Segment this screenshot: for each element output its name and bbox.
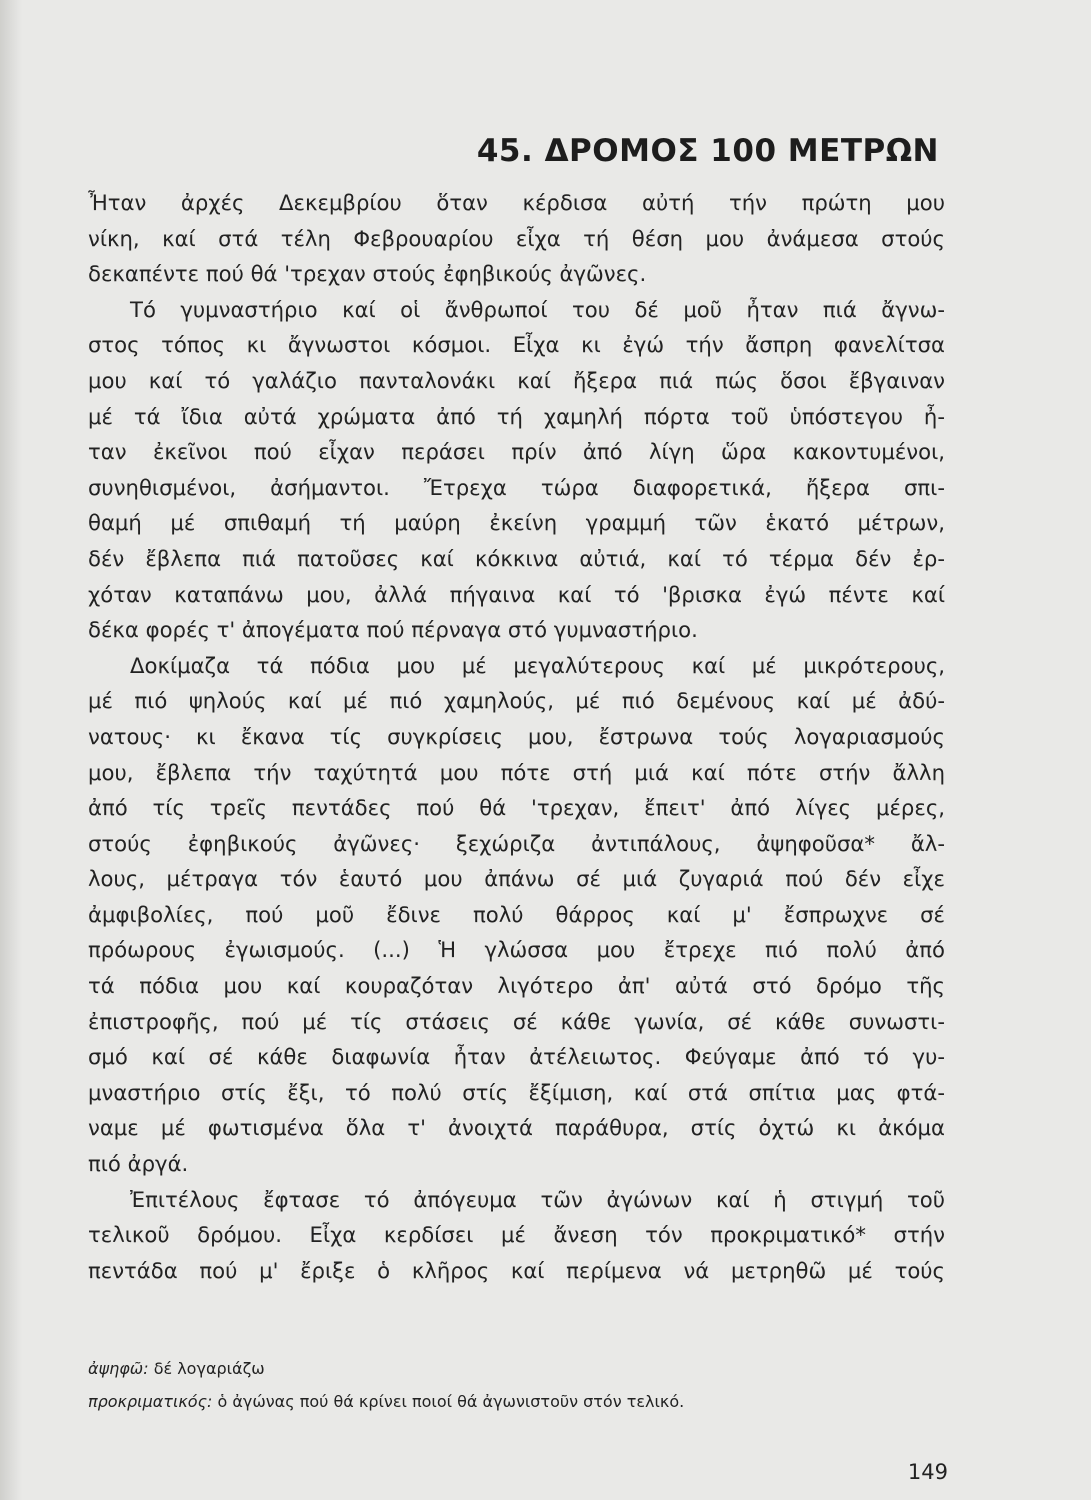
text-line: ἐπιστροφῆς, πού μέ τίς στάσεις σέ κάθε γωνία, σέ κάθε συνωστι- (88, 1008, 945, 1034)
text-line: πεντάδα πού μ' ἔριξε ὁ κλῆρος καί περίμενα νά μετρηθῶ μέ τούς (88, 1257, 945, 1283)
text-line: νίκη, καί στά τέλη Φεβρουαρίου εἶχα τή θέση μου ἀνάμεσα στούς (88, 225, 945, 251)
text-line: ἀμφιβολίες, πού μοῦ ἔδινε πολύ θάρρος καί μ' ἔσπρωχνε σέ (88, 901, 945, 927)
footnotes (88, 1352, 948, 1418)
text-line: νατους· κι ἔκανα τίς συγκρίσεις μου, ἔστρωνα τούς λογαριασμούς (88, 723, 945, 749)
text-line: θαμή μέ σπιθαμή τή μαύρη ἐκείνη γραμμή τῶν ἑκατό μέτρων, (88, 510, 945, 536)
footnote-definition: ὁ ἀγώνας πού θά κρίνει ποιοί θά ἀγωνιστοῦν στόν τελικό. (217, 1392, 685, 1411)
text-line: Δοκίμαζα τά πόδια μου μέ μεγαλύτερους καί μέ μικρότερους, (130, 652, 945, 678)
text-line: ἀπό τίς τρεῖς πεντάδες πού θά 'τρεχαν, ἔπειτ' ἀπό λίγες μέρες, (88, 795, 945, 821)
paragraph-4 (88, 1182, 945, 1289)
text-line: συνηθισμένοι, ἀσήμαντοι. Ἔτρεχα τώρα διαφορετικά, ἤξερα σπι- (88, 474, 945, 500)
paragraph-3 (88, 648, 945, 1182)
text-line: ναμε μέ φωτισμένα ὅλα τ' ἀνοιχτά παράθυρα, στίς ὀχτώ κι ἀκόμα (88, 1115, 945, 1141)
text-line: μου, ἔβλεπα τήν ταχύτητά μου πότε στή μιά καί πότε στήν ἄλλη (88, 759, 945, 785)
page-number: 149 (907, 1460, 948, 1484)
text-line: δέν ἔβλεπα πιά πατοῦσες καί κόκκινα αὐτιά, καί τό τέρμα δέν ἐρ- (88, 545, 945, 571)
text-line: Τό γυμναστήριο καί οἱ ἄνθρωποί του δέ μοῦ ἦταν πιά ἄγνω- (130, 296, 945, 322)
text-line: τελικοῦ δρόμου. Εἶχα κερδίσει μέ ἄνεση τόν προκριματικό* στήν (88, 1222, 945, 1248)
text-line: Ἐπιτέλους ἔφτασε τό ἀπόγευμα τῶν ἀγώνων καί ἡ στιγμή τοῦ (130, 1186, 945, 1212)
text-line: ταν ἐκεῖνοι πού εἶχαν περάσει πρίν ἀπό λίγη ὥρα κακοντυμένοι, (88, 439, 945, 465)
text-line: μου καί τό γαλάζιο πανταλονάκι καί ἤξερα πιά πώς ὅσοι ἔβγαιναν (88, 367, 945, 393)
text-line: στούς ἐφηβικούς ἀγῶνες· ξεχώριζα ἀντιπάλους, ἀψηφοῦσα* ἄλ- (88, 830, 945, 856)
text-line: πιό ἀργά. (88, 1151, 189, 1177)
footnote-term: προκριματικός: (88, 1392, 213, 1411)
footnote-definition: δέ λογαριάζω (153, 1359, 265, 1378)
paragraph-2 (88, 292, 945, 648)
text-line: λους, μέτραγα τόν ἑαυτό μου ἀπάνω σέ μιά ζυγαριά πού δέν εἶχε (88, 866, 945, 892)
footnote (88, 1385, 948, 1418)
paragraph-1 (88, 185, 945, 292)
text-line: στος τόπος κι ἄγνωστοι κόσμοι. Εἶχα κι ἐγώ τήν ἄσπρη φανελίτσα (88, 332, 945, 358)
text-line: δεκαπέντε πού θά 'τρεχαν στούς ἐφηβικούς ἀγῶνες. (88, 261, 647, 287)
text-line: μναστήριο στίς ἔξι, τό πολύ στίς ἔξίμιση, καί στά σπίτια μας φτά- (88, 1079, 945, 1105)
chapter-title: 45. ΔΡΟΜΟΣ 100 ΜΕΤΡΩΝ (476, 132, 939, 169)
text-line: μέ πιό ψηλούς καί μέ πιό χαμηλούς, μέ πιό δεμένους καί μέ ἀδύ- (88, 688, 945, 714)
text-line: σμό καί σέ κάθε διαφωνία ἦταν ἀτέλειωτος. Φεύγαμε ἀπό τό γυ- (88, 1044, 945, 1070)
text-line: μέ τά ἴδια αὐτά χρώματα ἀπό τή χαμηλή πόρτα τοῦ ὑπόστεγου ἦ- (88, 403, 945, 429)
text-line: χόταν καταπάνω μου, ἀλλά πήγαινα καί τό 'βρισκα ἐγώ πέντε καί (88, 581, 945, 607)
text-line: Ἦταν ἀρχές Δεκεμβρίου ὅταν κέρδισα αὐτή τήν πρώτη μου (88, 190, 945, 215)
text-line: τά πόδια μου καί κουραζόταν λιγότερο ἀπ' αὐτά στό δρόμο τῆς (88, 973, 945, 999)
footnote (88, 1352, 948, 1385)
body-text (88, 185, 945, 1288)
text-line: πρόωρους ἐγωισμούς. (...) Ἡ γλώσσα μου ἔτρεχε πιό πολύ ἀπό (88, 937, 945, 963)
text-line: δέκα φορές τ' ἀπογέματα πού πέρναγα στό γυμναστήριο. (88, 617, 698, 643)
footnote-term: ἀψηφῶ: (88, 1359, 149, 1378)
